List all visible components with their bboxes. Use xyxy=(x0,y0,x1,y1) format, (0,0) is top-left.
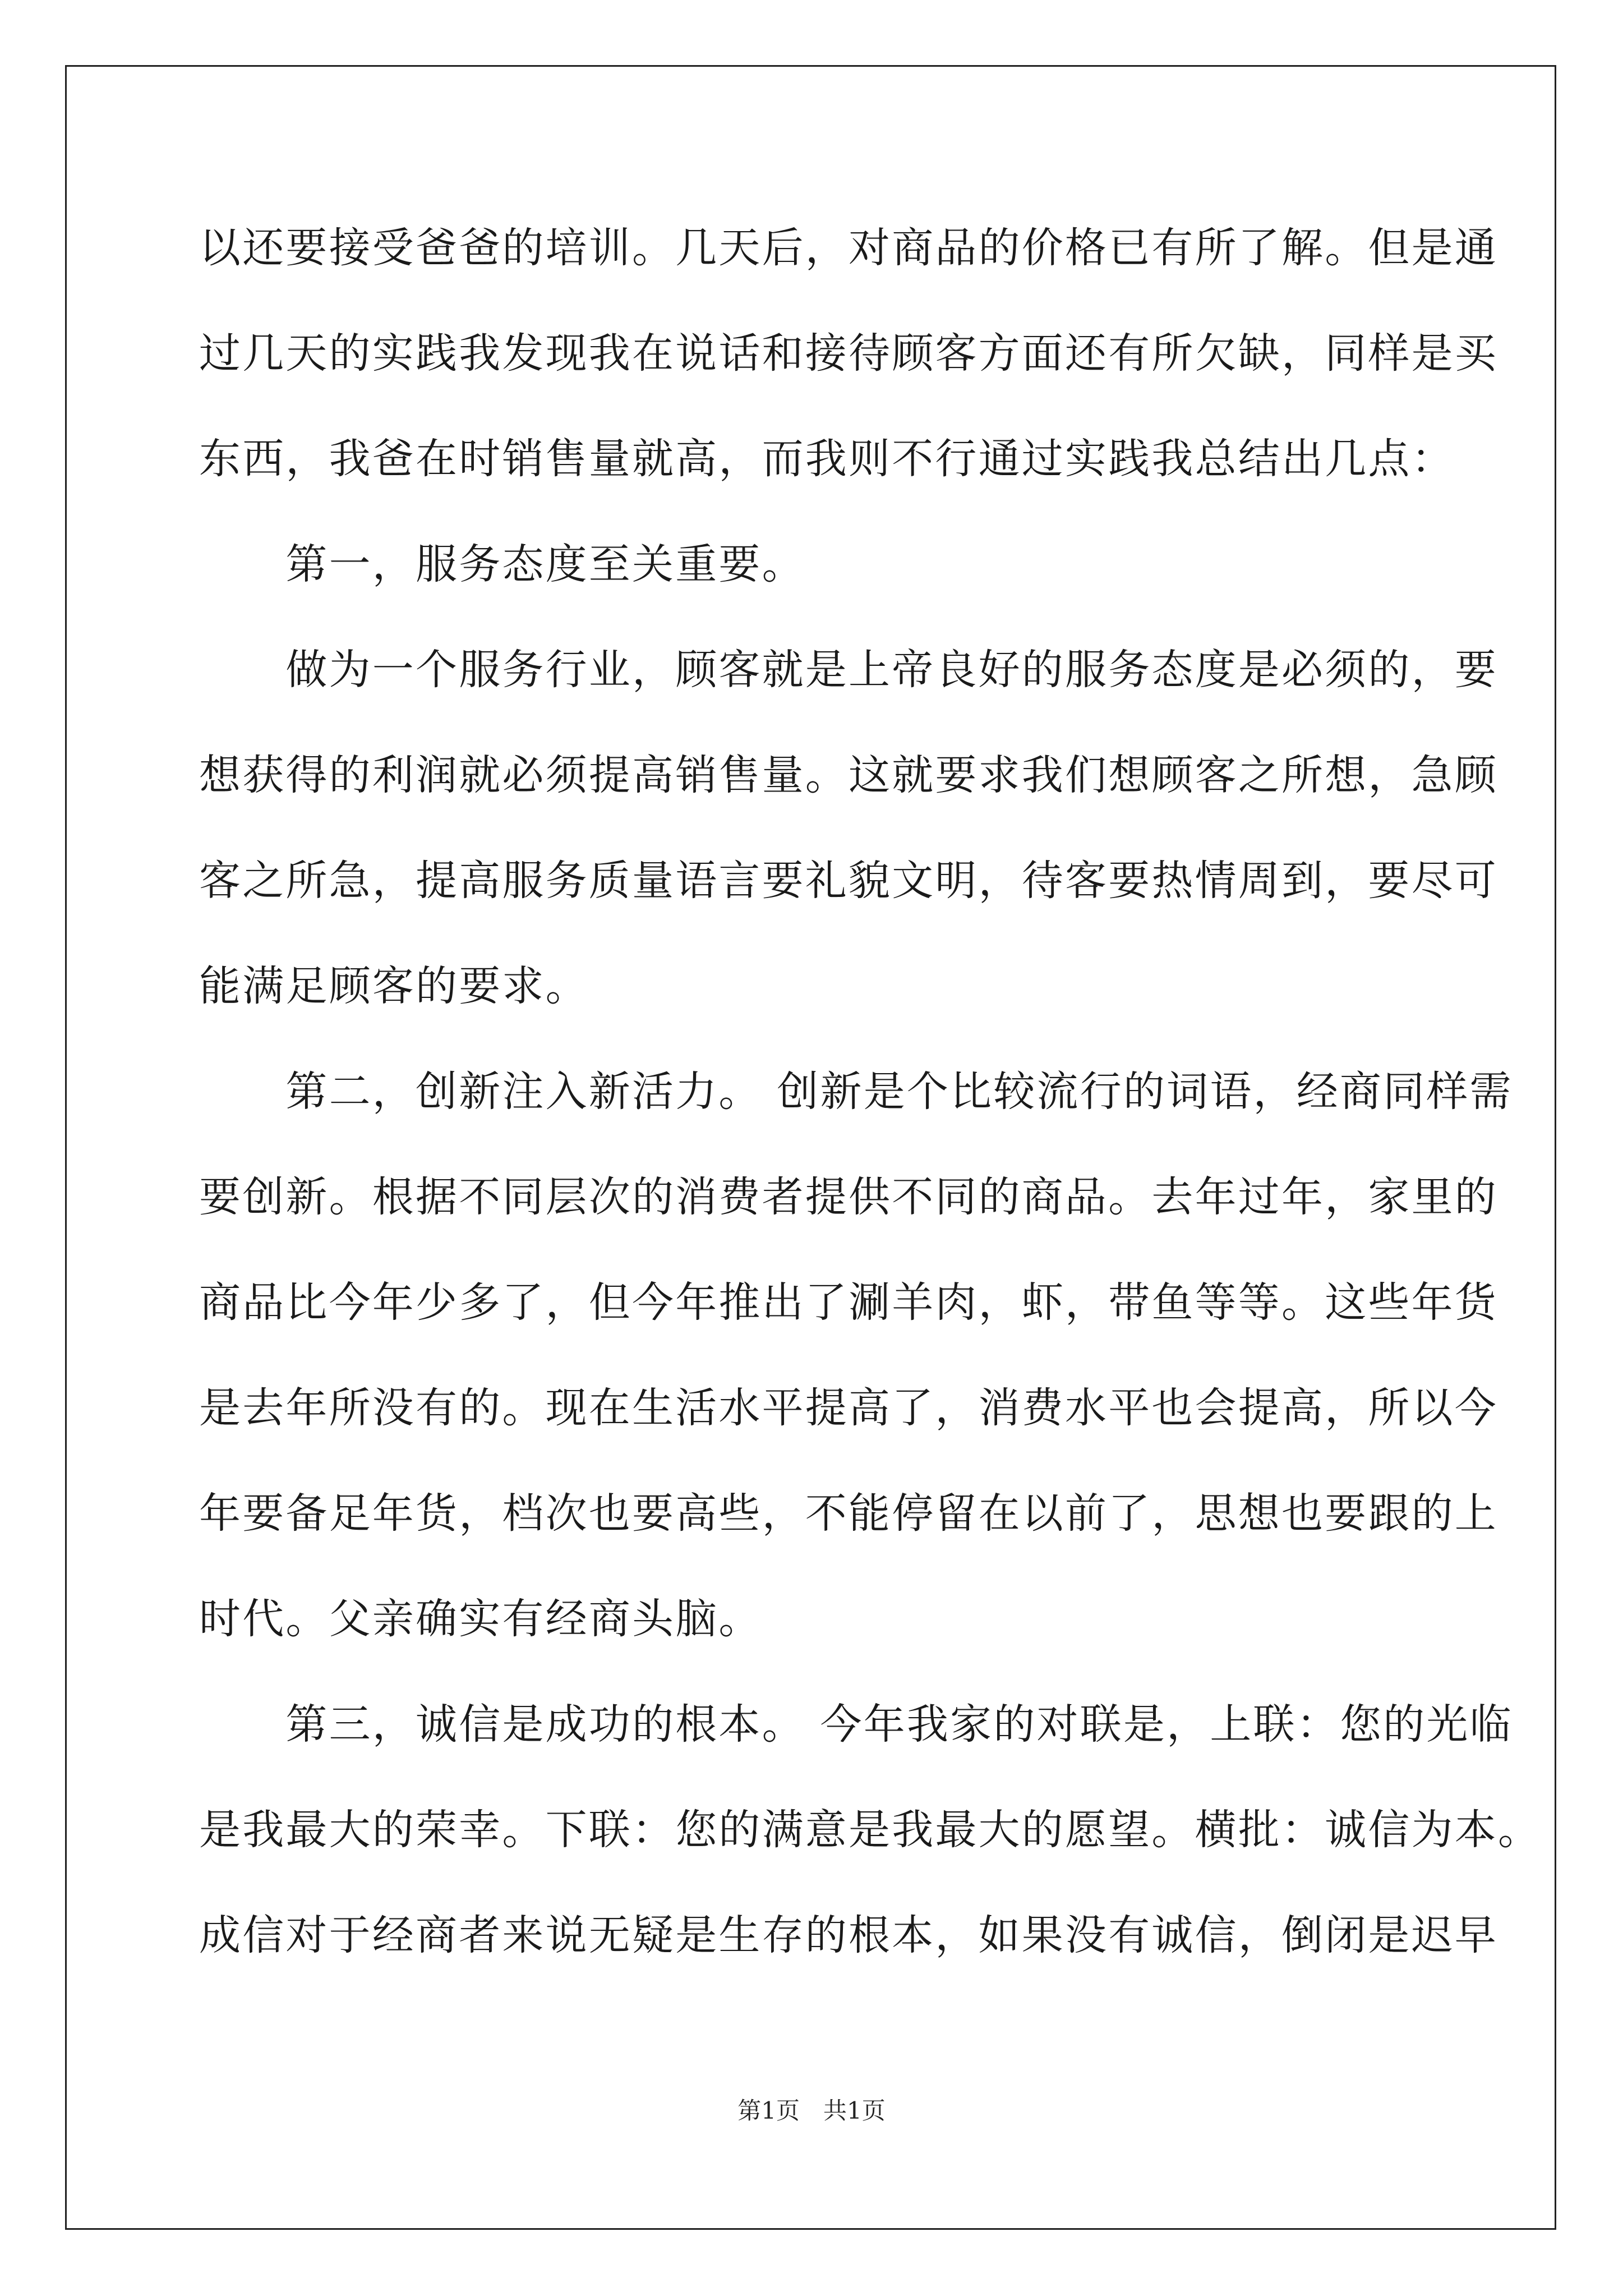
text-line: 第三，诚信是成功的根本。 今年我家的对联是，上联：您的光临 xyxy=(199,1700,1513,1749)
text-line: 是我最大的荣幸。下联：您的满意是我最大的愿望。横批：诚信为本。 xyxy=(199,1806,1542,1854)
text-line: 时代。父亲确实有经商头脑。 xyxy=(199,1595,762,1643)
text-line: 第一，服务态度至关重要。 xyxy=(199,540,805,588)
text-line: 做为一个服务行业，顾客就是上帝良好的服务态度是必须的，要 xyxy=(199,646,1498,694)
text-line: 是去年所没有的。现在生活水平提高了，消费水平也会提高，所以今 xyxy=(199,1384,1498,1432)
page-number-footer: 第1页 共1页 xyxy=(737,2097,886,2124)
text-line: 要创新。根据不同层次的消费者提供不同的商品。去年过年，家里的 xyxy=(199,1173,1498,1221)
text-line: 成信对于经商者来说无疑是生存的根本，如果没有诚信，倒闭是迟早 xyxy=(199,1911,1498,1959)
text-line: 能满足顾客的要求。 xyxy=(199,962,589,1010)
text-line: 想获得的利润就必须提高销售量。这就要求我们想顾客之所想，急顾 xyxy=(199,751,1498,799)
text-line: 年要备足年货，档次也要高些，不能停留在以前了，思想也要跟的上 xyxy=(199,1489,1498,1538)
text-line: 东西，我爸在时销售量就高，而我则不行通过实践我总结出几点： xyxy=(199,435,1455,483)
text-line: 客之所急，提高服务质量语言要礼貌文明，待客要热情周到，要尽可 xyxy=(199,857,1498,905)
text-line: 商品比今年少多了，但今年推出了涮羊肉，虾，带鱼等等。这些年货 xyxy=(199,1278,1498,1327)
text-line: 第二，创新注入新活力。 创新是个比较流行的词语，经商同样需 xyxy=(199,1068,1513,1116)
text-line: 以还要接受爸爸的培训。几天后，对商品的价格已有所了解。但是通 xyxy=(199,224,1498,272)
text-line: 过几天的实践我发现我在说话和接待顾客方面还有所欠缺，同样是买 xyxy=(199,329,1498,378)
